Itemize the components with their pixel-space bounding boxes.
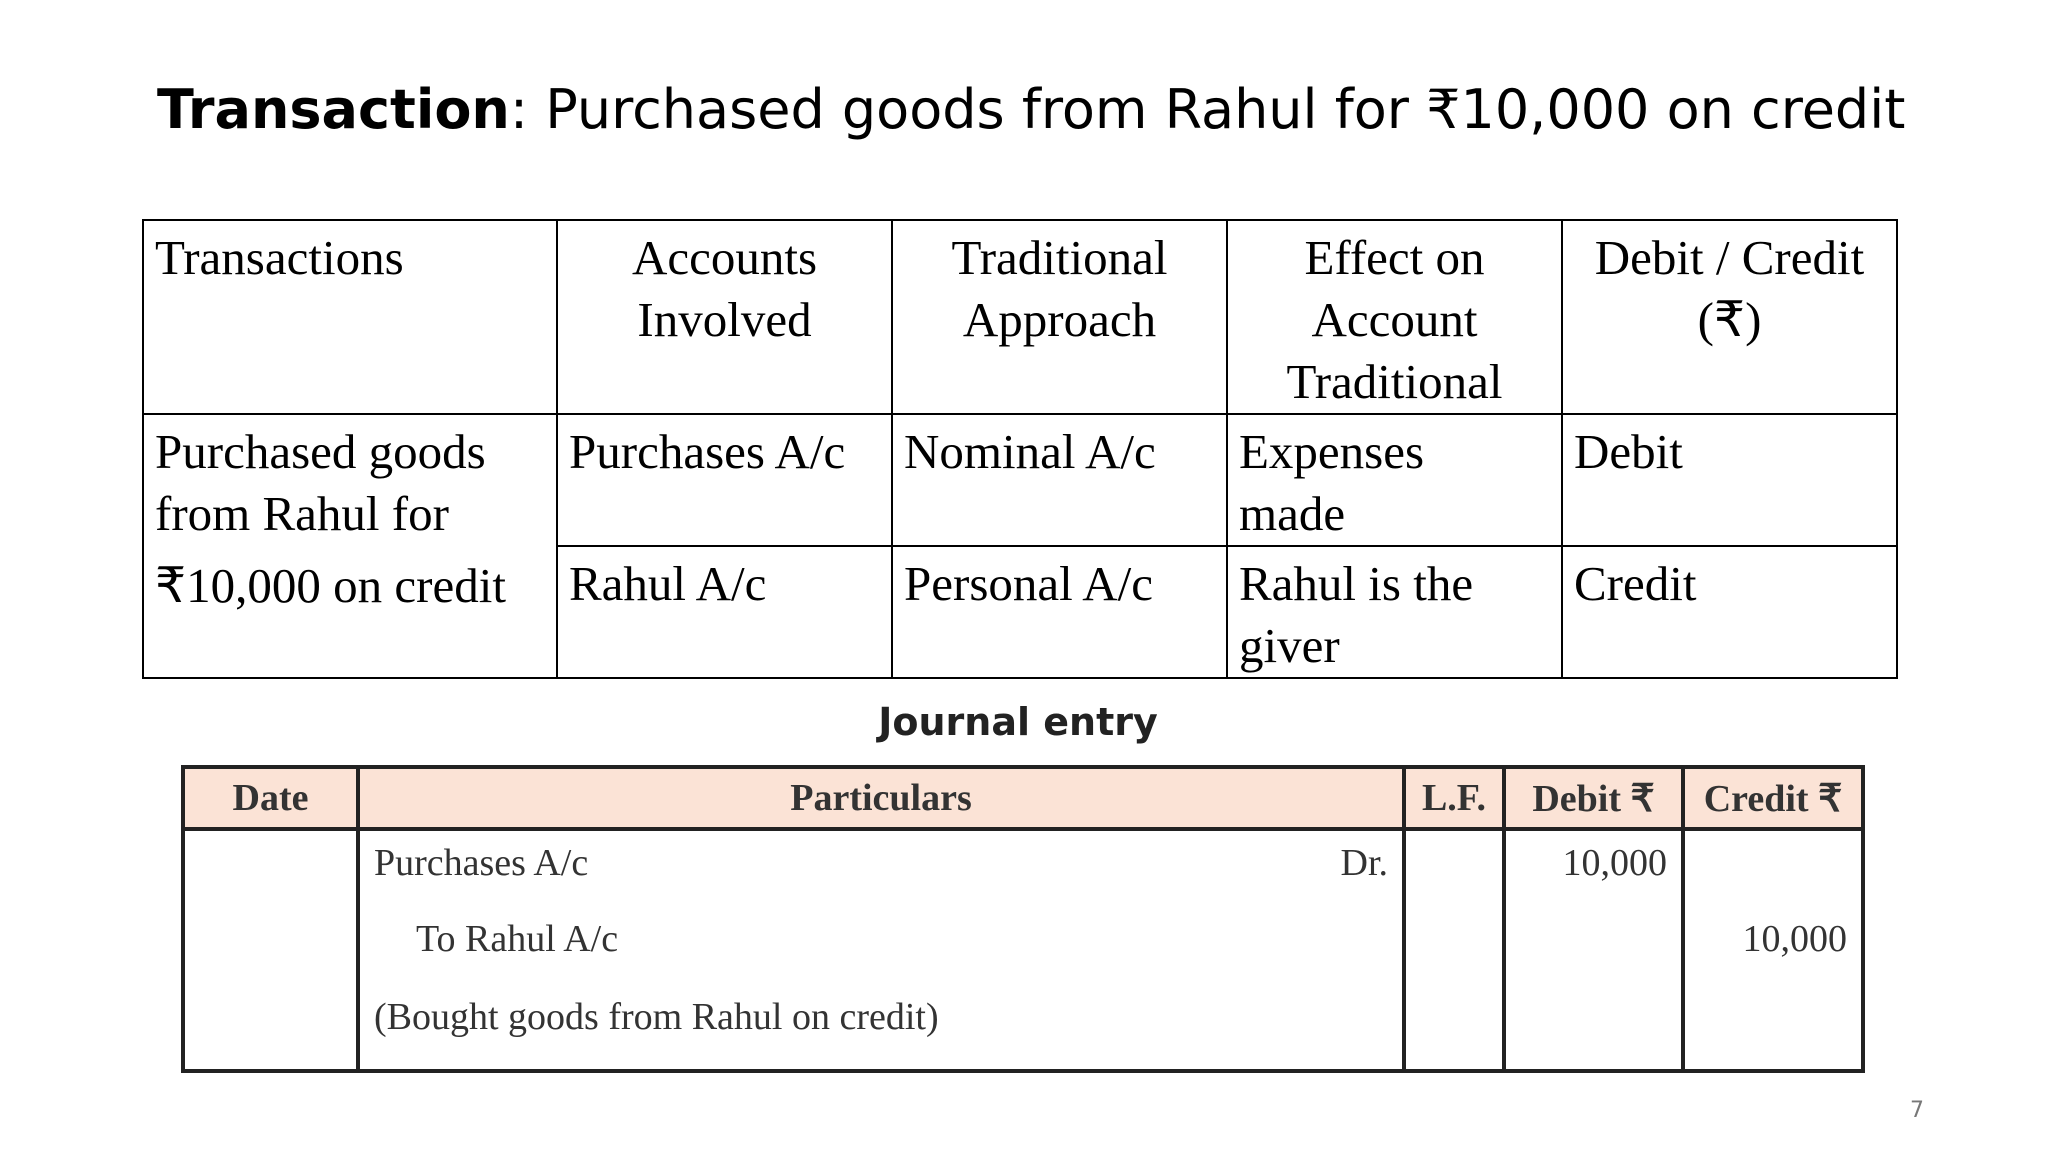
journal-header-credit: Credit ₹ xyxy=(1683,767,1863,829)
header-traditional-line1: Traditional xyxy=(951,230,1168,285)
header-debit-credit-line2: (₹) xyxy=(1697,292,1762,347)
effect-cell xyxy=(1227,546,1562,678)
account-label: Purchases A/c xyxy=(569,424,846,479)
journal-header-debit: Debit ₹ xyxy=(1504,767,1683,829)
account-cell xyxy=(557,414,892,546)
header-accounts-line1: Accounts xyxy=(631,230,818,285)
journal-credit-account: To Rahul A/c xyxy=(416,918,619,960)
account-type-label: Nominal A/c xyxy=(904,424,1156,479)
header-effect-on-account xyxy=(1227,220,1562,414)
transaction-description-cell xyxy=(143,414,557,678)
effect-line1: Rahul is the xyxy=(1239,556,1474,611)
debit-credit-cell xyxy=(1562,546,1897,678)
account-type-cell xyxy=(892,546,1227,678)
effect-line1: Expenses xyxy=(1239,424,1425,479)
table-row xyxy=(143,414,1897,546)
debit-credit-label: Debit xyxy=(1574,424,1683,479)
effect-line2: made xyxy=(1239,486,1346,541)
header-transactions-label: Transactions xyxy=(155,230,404,285)
title-bold-label: Transaction xyxy=(157,78,510,141)
journal-debit-cell xyxy=(1504,829,1683,1071)
header-accounts-line2: Involved xyxy=(637,292,812,347)
account-label: Rahul A/c xyxy=(569,556,767,611)
journal-header-row xyxy=(183,767,1863,829)
journal-header-particulars: Particulars xyxy=(358,767,1404,829)
header-effect-line1: Effect on xyxy=(1304,230,1485,285)
journal-caption: Journal entry xyxy=(878,700,1158,744)
title-text: : Purchased goods from Rahul for ₹10,000 on credit xyxy=(509,78,1906,141)
page-number: 7 xyxy=(1910,1098,1924,1123)
journal-entry-table xyxy=(181,765,1865,1073)
header-traditional-line2: Approach xyxy=(962,292,1157,347)
journal-debit-account: Purchases A/c xyxy=(374,842,589,884)
header-effect-line3: Traditional xyxy=(1286,354,1503,409)
debit-credit-cell xyxy=(1562,414,1897,546)
journal-debit-amount: 10,000 xyxy=(1562,842,1667,884)
effect-cell xyxy=(1227,414,1562,546)
journal-row xyxy=(183,829,1863,1071)
journal-date-cell xyxy=(183,829,358,1071)
header-debit-credit xyxy=(1562,220,1897,414)
header-transactions xyxy=(143,220,557,414)
header-effect-line2: Account xyxy=(1311,292,1478,347)
journal-header-lf: L.F. xyxy=(1404,767,1504,829)
slide-title xyxy=(157,80,1905,139)
transaction-line2: from Rahul for xyxy=(155,486,449,541)
header-debit-credit-line1: Debit / Credit xyxy=(1594,230,1865,285)
account-cell xyxy=(557,546,892,678)
transaction-analysis-table xyxy=(142,219,1898,679)
transaction-line3: ₹10,000 on credit xyxy=(155,558,506,613)
journal-narration: (Bought goods from Rahul on credit) xyxy=(374,996,939,1038)
journal-credit-cell xyxy=(1683,829,1863,1071)
effect-line2: giver xyxy=(1239,618,1340,673)
journal-lf-cell xyxy=(1404,829,1504,1071)
journal-particulars-cell xyxy=(358,829,1404,1071)
account-type-cell xyxy=(892,414,1227,546)
account-type-label: Personal A/c xyxy=(904,556,1154,611)
transaction-line1: Purchased goods xyxy=(155,424,486,479)
header-accounts-involved xyxy=(557,220,892,414)
journal-dr-marker: Dr. xyxy=(1340,842,1388,884)
header-traditional-approach xyxy=(892,220,1227,414)
table-header-row xyxy=(143,220,1897,414)
journal-credit-amount: 10,000 xyxy=(1742,918,1847,960)
debit-credit-label: Credit xyxy=(1574,556,1697,611)
journal-header-date: Date xyxy=(183,767,358,829)
